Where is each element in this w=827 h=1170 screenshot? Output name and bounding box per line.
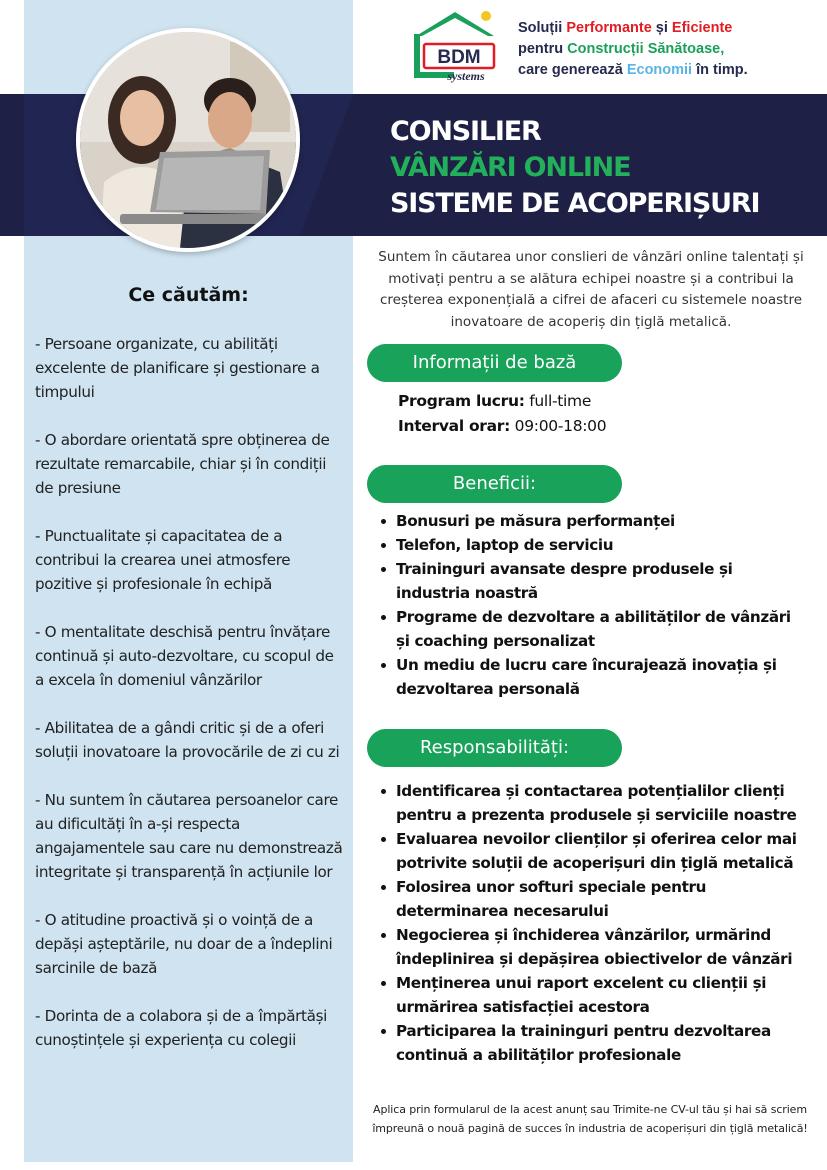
list-item: Negocierea și închiderea vânzărilor, urmărind îndeplinirea și depășirea obiectivelor de vânzări — [376, 923, 806, 971]
requirement-item: - O mentalitate deschisă pentru învățare continuă și auto-dezvoltare, cu scopul de a excela în domeniul vânzărilor — [35, 623, 334, 689]
job-title-line-1: CONSILIER — [390, 116, 541, 147]
program-row: Program lucru: full-time — [398, 392, 592, 410]
bdm-logo — [410, 8, 500, 84]
list-item: Participarea la traininguri pentru dezvoltarea continuă a abilităților profesionale — [376, 1019, 806, 1067]
requirement-item: - O abordare orientată spre obținerea de rezultate remarcabile, chiar și în condiții de presiune — [35, 431, 330, 497]
basic-info-heading: Informații de bază — [367, 344, 622, 382]
responsibilities-list — [376, 779, 806, 1067]
list-item: Bonusuri pe măsura performanței — [376, 509, 806, 533]
job-title-line-3: SISTEME DE ACOPERIȘURI — [390, 188, 760, 219]
requirement-item: - Dorinta de a colabora și de a împărtăși cunoștințele și experiența cu colegii — [35, 1007, 328, 1049]
list-item: Evaluarea nevoilor clienților și oferirea celor mai potrivite soluții de acoperișuri din țiglă metalică — [376, 827, 806, 875]
list-item: Telefon, laptop de serviciu — [376, 533, 806, 557]
responsibilities-heading: Responsabilități: — [367, 729, 622, 767]
requirement-item: - Nu suntem în căutarea persoanelor care au dificultăți în a-și respecta angajamentele sau care nu demonstrează integritate și transparență în acțiunile lor — [35, 791, 343, 881]
list-item: Programe de dezvoltare a abilităților de vânzări și coaching personalizat — [376, 605, 806, 653]
requirement-item: - Abilitatea de a gândi critic și de a oferi soluții inovatoare la provocările de zi cu zi — [35, 719, 340, 761]
logo-main-text: BDM — [437, 47, 481, 68]
interval-row: Interval orar: 09:00-18:00 — [398, 416, 607, 435]
apply-footer: Aplica prin formularul de la acest anunț sau Trimite-ne CV-ul tău și hai să scriem împreună o nouă pagină de succes în industria de acoperișuri din țiglă metalică! — [372, 1103, 808, 1135]
logo-sub-text: systems — [447, 69, 485, 83]
benefits-heading: Beneficii: — [367, 465, 622, 503]
requirement-item: - Persoane organizate, cu abilități excelente de planificare și gestionare a timpului — [35, 335, 320, 401]
brand-tagline: Soluții Performante și Eficiente pentru Construcții Sănătoase, care generează Economii în timp. — [518, 20, 748, 78]
list-item: Identificarea și contactarea potențialilor clienți pentru a prezenta produsele și serviciile noastre — [376, 779, 806, 827]
requirement-item: - Punctualitate și capacitatea de a contribui la crearea unei atmosfere pozitive și profesionale în echipă — [35, 527, 291, 593]
job-title — [390, 114, 820, 222]
team-photo — [76, 28, 300, 252]
benefits-list — [376, 509, 806, 701]
list-item: Menținerea unui raport excelent cu clienții și urmărirea satisfacției acestora — [376, 971, 806, 1019]
intro-paragraph: Suntem în căutarea unor conslieri de vânzări online talentați și motivați pentru a se alătura echipei noastre și a contribui la creșterea exponențială a cifrei de afaceri cu sistemele noastre inovatoare de acoperiș din țiglă metalică. — [378, 249, 804, 330]
list-item: Traininguri avansate despre produsele și industria noastră — [376, 557, 806, 605]
job-title-line-2: VÂNZĂRI ONLINE — [390, 152, 631, 183]
list-item: Folosirea unor softuri speciale pentru determinarea necesarului — [376, 875, 806, 923]
list-item: Un mediu de lucru care încurajează inovația și dezvoltarea personală — [376, 653, 806, 701]
basic-info — [398, 389, 818, 438]
requirement-item: - O atitudine proactivă și o voință de a depăși așteptările, nu doar de a îndeplini sarcinile de bază — [35, 911, 333, 977]
sidebar-heading: Ce căutăm: — [128, 284, 249, 306]
sidebar-requirements — [35, 332, 345, 1076]
